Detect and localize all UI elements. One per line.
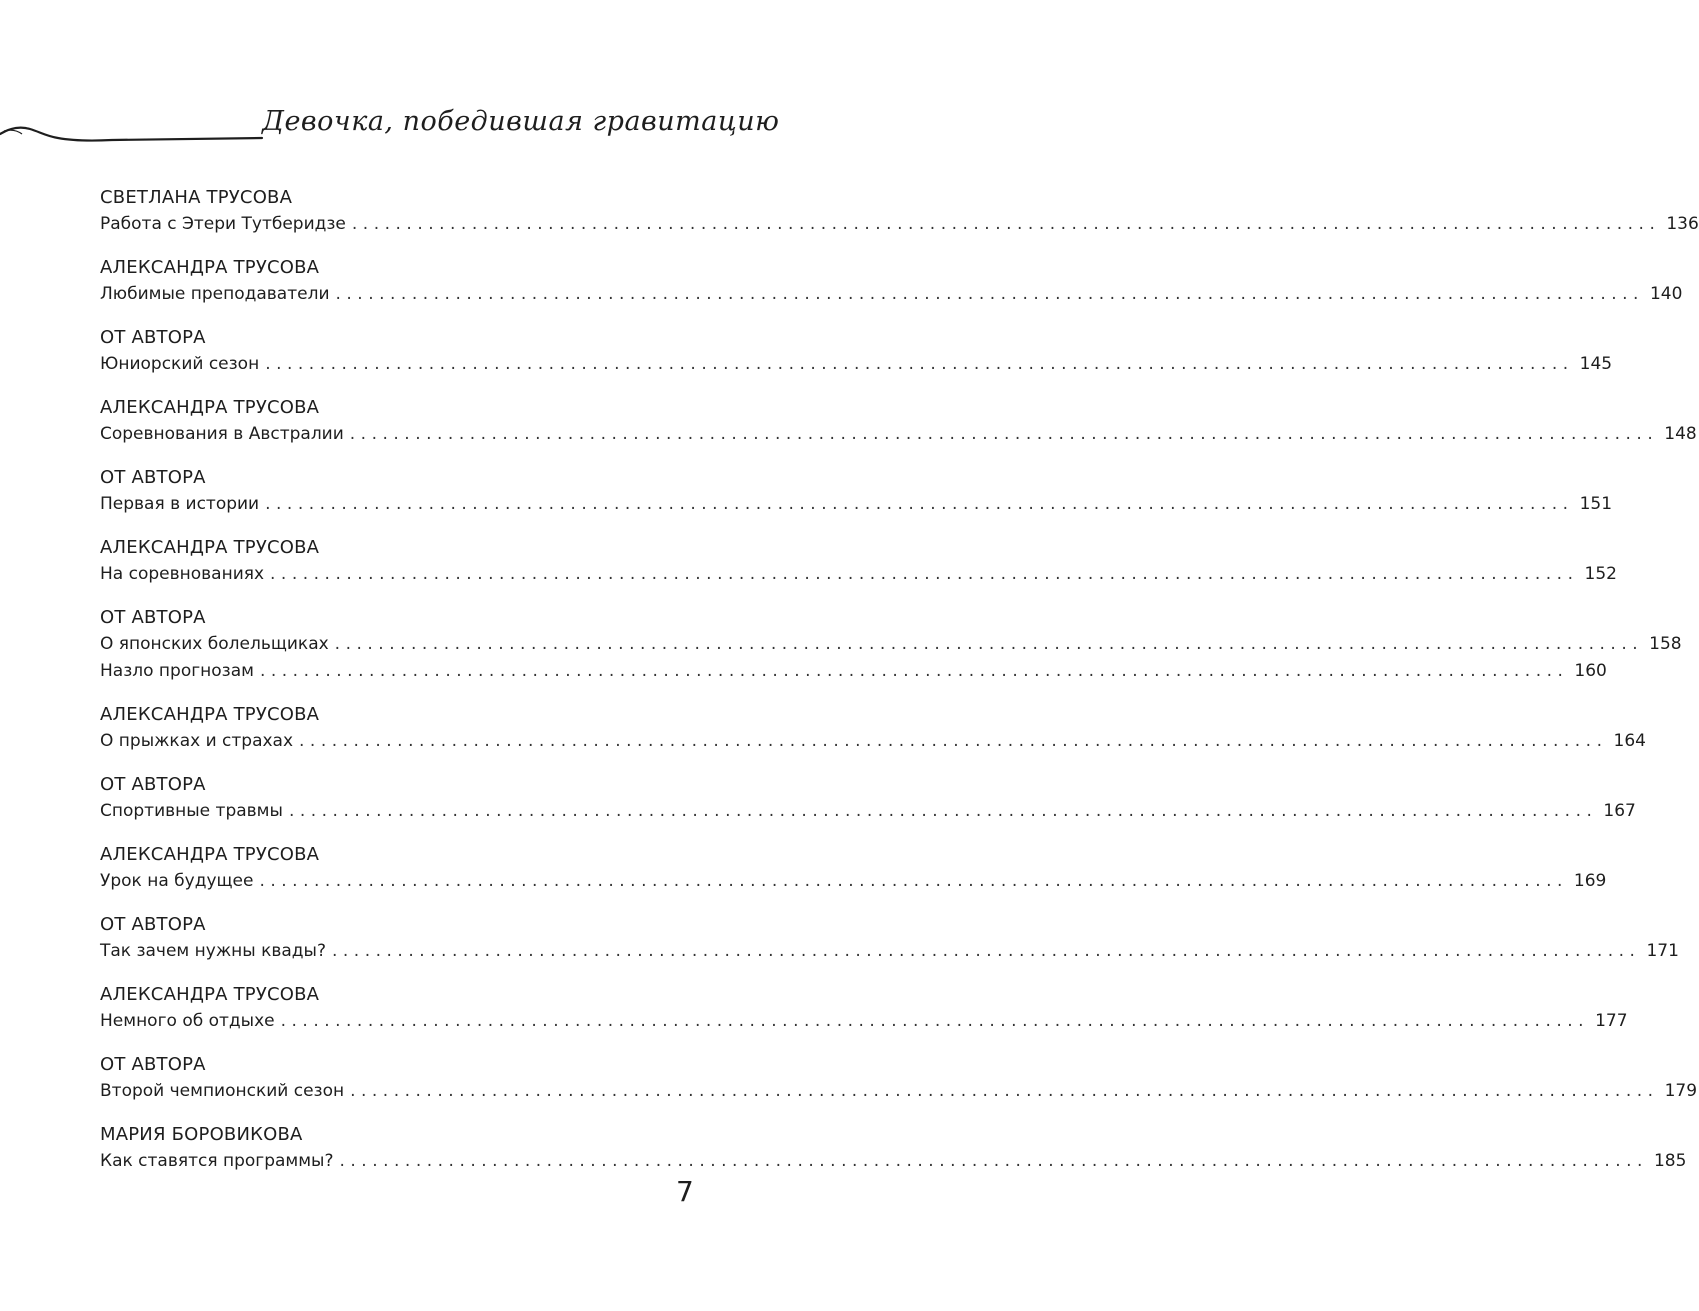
toc-entry[interactable] — [100, 421, 1697, 448]
section-author: ОТ АВТОРА — [100, 774, 206, 795]
entry-title: Немного об отдыхе — [100, 1011, 275, 1031]
toc-section — [100, 604, 1682, 685]
section-author: АЛЕКСАНДРА ТРУСОВА — [100, 844, 320, 865]
entry-title: Соревнования в Австралии — [100, 424, 344, 444]
dot-leader: ........................................................................................................................ — [334, 634, 1644, 654]
entry-page-number: 152 — [1584, 564, 1617, 584]
section-author: ОТ АВТОРА — [100, 327, 206, 348]
section-author: СВЕТЛАНА ТРУСОВА — [100, 187, 293, 208]
section-author: АЛЕКСАНДРА ТРУСОВА — [100, 537, 320, 558]
toc-section — [100, 534, 1617, 588]
section-author: МАРИЯ БОРОВИКОВА — [100, 1124, 303, 1145]
toc-section — [100, 911, 1679, 965]
dot-leader: ........................................................................................................................ — [259, 661, 1569, 681]
toc-entry[interactable] — [100, 491, 1613, 518]
toc-entry[interactable] — [100, 211, 1699, 238]
entry-page-number: 148 — [1664, 424, 1697, 444]
entry-page-number: 136 — [1666, 214, 1699, 234]
section-author: ОТ АВТОРА — [100, 1054, 206, 1075]
entry-title: Второй чемпионский сезон — [100, 1081, 345, 1101]
toc-entry[interactable] — [100, 868, 1607, 895]
entry-page-number: 177 — [1595, 1011, 1628, 1031]
dot-leader: ........................................................................................................................ — [349, 424, 1659, 444]
running-header — [0, 98, 844, 162]
toc-entry[interactable] — [100, 1078, 1698, 1105]
toc-section — [100, 464, 1613, 518]
toc-entry[interactable] — [100, 281, 1683, 308]
dot-leader: ........................................................................................................................ — [288, 801, 1598, 821]
dot-leader: ........................................................................................................................ — [332, 941, 1641, 961]
section-author: ОТ АВТОРА — [100, 914, 206, 935]
entry-title: Спортивные травмы — [100, 801, 283, 821]
dot-leader: ........................................................................................................................ — [339, 1151, 1648, 1171]
dot-leader: ........................................................................................................................ — [270, 564, 1579, 584]
entry-page-number: 169 — [1573, 871, 1607, 891]
toc-entry[interactable] — [100, 351, 1613, 378]
toc-section — [100, 841, 1607, 895]
section-author: АЛЕКСАНДРА ТРУСОВА — [100, 257, 320, 278]
entry-title: О прыжках и страхах — [100, 731, 294, 751]
entry-page-number: 171 — [1646, 941, 1679, 961]
entry-title: Так зачем нужны квады? — [100, 941, 326, 961]
dot-leader: ........................................................................................................................ — [265, 494, 1574, 514]
toc-entry[interactable] — [100, 938, 1679, 965]
toc-section — [100, 1121, 1687, 1175]
dot-leader: ........................................................................................................................ — [350, 1081, 1659, 1101]
dot-leader: ........................................................................................................................ — [351, 214, 1661, 234]
entry-title: Работа с Этери Тутберидзе — [100, 214, 346, 234]
toc-section — [100, 1051, 1698, 1105]
entry-title: О японских болельщиках — [100, 634, 329, 654]
dot-leader: ........................................................................................................................ — [280, 1011, 1590, 1031]
toc-entry[interactable] — [100, 798, 1636, 825]
toc-section — [100, 184, 1699, 238]
toc-entry[interactable] — [100, 728, 1646, 755]
toc-section — [100, 324, 1613, 378]
entry-page-number: 179 — [1664, 1081, 1698, 1101]
section-author: АЛЕКСАНДРА ТРУСОВА — [100, 397, 320, 418]
entry-page-number: 158 — [1649, 634, 1682, 654]
entry-title: Любимые преподаватели — [100, 284, 330, 304]
toc-section — [100, 394, 1697, 448]
page-number: 7 — [676, 1175, 694, 1208]
dot-leader: ........................................................................................................................ — [259, 871, 1568, 891]
entry-title: Юниорский сезон — [100, 354, 260, 374]
toc-section — [100, 701, 1646, 755]
section-author: АЛЕКСАНДРА ТРУСОВА — [100, 704, 320, 725]
entry-page-number: 160 — [1574, 661, 1607, 681]
toc-entry[interactable] — [100, 1148, 1687, 1175]
toc-section — [100, 981, 1628, 1035]
toc-entry[interactable] — [100, 561, 1617, 588]
toc-section — [100, 771, 1636, 825]
table-of-contents — [100, 184, 1699, 1191]
dot-leader: ........................................................................................................................ — [265, 354, 1574, 374]
entry-title: Назло прогнозам — [100, 661, 254, 681]
toc-entry[interactable] — [100, 631, 1682, 658]
section-author: ОТ АВТОРА — [100, 467, 206, 488]
entry-page-number: 167 — [1603, 801, 1636, 821]
entry-page-number: 145 — [1579, 354, 1613, 374]
running-title: Девочка, победившая гравитацию — [262, 106, 780, 137]
section-author: ОТ АВТОРА — [100, 607, 206, 628]
entry-title: На соревнованиях — [100, 564, 265, 584]
entry-page-number: 164 — [1613, 731, 1646, 751]
toc-entry[interactable] — [100, 658, 1607, 685]
section-author: АЛЕКСАНДРА ТРУСОВА — [100, 984, 320, 1005]
entry-page-number: 140 — [1649, 284, 1683, 304]
dot-leader: ........................................................................................................................ — [299, 731, 1608, 751]
entry-title: Первая в истории — [100, 494, 260, 514]
entry-title: Как ставятся программы? — [100, 1151, 334, 1171]
toc-entry[interactable] — [100, 1008, 1628, 1035]
entry-page-number: 185 — [1653, 1151, 1687, 1171]
dot-leader: ........................................................................................................................ — [335, 284, 1644, 304]
toc-section — [100, 254, 1683, 308]
entry-page-number: 151 — [1579, 494, 1613, 514]
entry-title: Урок на будущее — [100, 871, 254, 891]
decorative-flourish-icon — [0, 98, 270, 162]
